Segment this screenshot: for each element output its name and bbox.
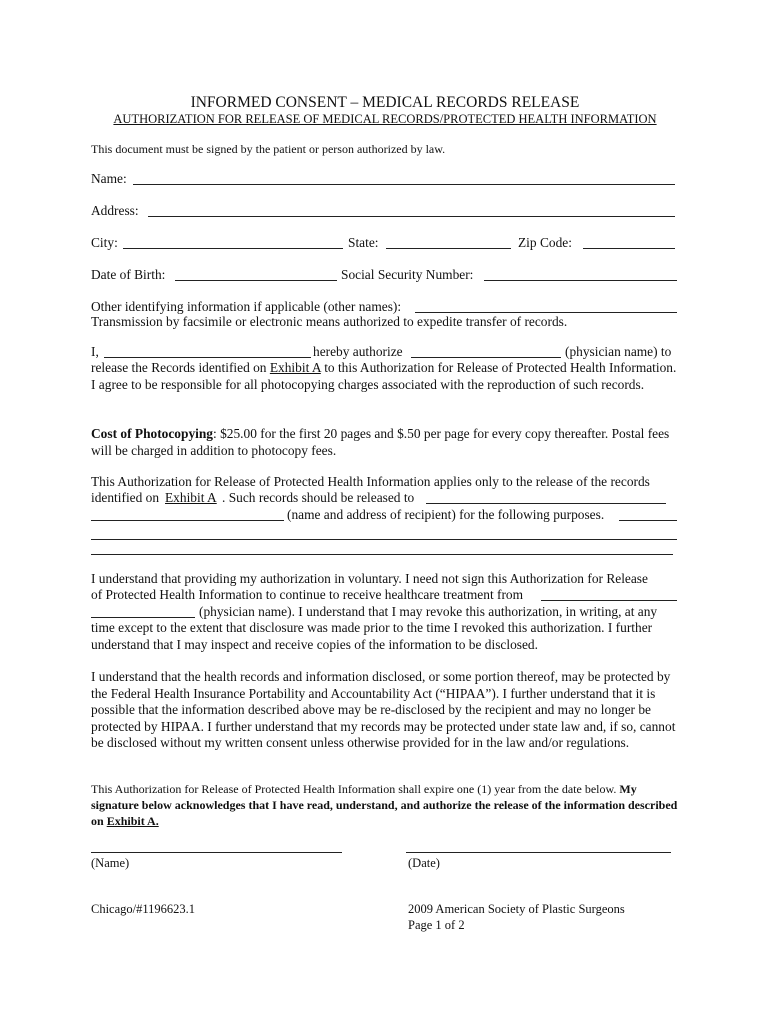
address-field[interactable] bbox=[148, 216, 675, 217]
signature-name-label: (Name) bbox=[91, 856, 130, 870]
state-field[interactable] bbox=[386, 248, 511, 249]
signature-date-label: (Date) bbox=[408, 856, 440, 870]
release-row-3 bbox=[91, 506, 681, 524]
purpose-field-3[interactable] bbox=[91, 554, 673, 555]
other-ids-label: Other identifying information if applicable (other names): bbox=[91, 299, 402, 314]
release-row-2 bbox=[91, 489, 681, 507]
expire-exhibit: Exhibit A. bbox=[106, 814, 159, 828]
intro-text: This document must be signed by the patient or person authorized by law. bbox=[91, 142, 446, 156]
footer-doc-id: Chicago/#1196623.1 bbox=[91, 902, 196, 916]
treating-physician-field-2[interactable] bbox=[91, 617, 195, 618]
expire-bold: My signature below acknowledges that I have read, understand, and authorize the release of the information described on bbox=[91, 782, 678, 828]
hipaa-paragraph: I understand that the health records and information disclosed, or some portion thereof, may be protected by the Federal Health Insurance Portability and Accountability Act (“HIPAA”). I further understand that it is possible that the information described above may be re-disclosed by the recipient and may no longer be protected by HIPAA. I further understand that my records may be protected under state law and, if so, cannot be disclosed without my written consent unless otherwise provided for in the law and/or regulations. bbox=[91, 669, 676, 750]
release-c: . Such records should be released to bbox=[222, 490, 415, 505]
release-d: (name and address of recipient) for the following purposes. bbox=[287, 507, 605, 522]
city-state-zip-row bbox=[91, 234, 681, 252]
understand1-row-b bbox=[91, 586, 681, 604]
authorize-rest: Information. I agree to be responsible for all photocopying charges associated with the reproduction of such records. bbox=[91, 360, 677, 392]
signature-name-field[interactable] bbox=[91, 852, 342, 853]
name-row bbox=[91, 170, 681, 188]
cost-text: : $25.00 for the first 20 pages and $.50 per page for every copy thereafter. Postal fees will be charged in addition to photocopy fees. bbox=[91, 426, 670, 458]
understand1-line-a: I understand that providing my authorization in voluntary. I need not sign this Authorization for Release bbox=[91, 571, 648, 586]
authorize-paragraph bbox=[91, 360, 681, 393]
signature-date-field[interactable] bbox=[406, 852, 671, 853]
purpose-field-2[interactable] bbox=[91, 539, 677, 540]
authorize-line2-b: to this Authorization for Release of Protected Health bbox=[324, 360, 606, 375]
state-label: State: bbox=[348, 235, 379, 250]
understand1-b: of Protected Health Information to continue to receive healthcare treatment from bbox=[91, 587, 524, 602]
understand1-c: (physician name). I understand that I may revoke this authorization, in writing, at any bbox=[199, 604, 658, 619]
purpose-field-1[interactable] bbox=[619, 520, 677, 521]
city-label: City: bbox=[91, 235, 118, 250]
ssn-field[interactable] bbox=[484, 280, 677, 281]
authorize-hereby: hereby authorize bbox=[313, 344, 403, 359]
name-label: Name: bbox=[91, 171, 127, 186]
authorize-row bbox=[91, 343, 681, 361]
zip-label: Zip Code: bbox=[518, 235, 572, 250]
expire-plain: This Authorization for Release of Protected Health Information shall expire one (1) year from the date below. bbox=[91, 782, 617, 796]
dob-label: Date of Birth: bbox=[91, 267, 166, 282]
ssn-label: Social Security Number: bbox=[341, 267, 474, 282]
cost-label: Cost of Photocopying bbox=[91, 426, 214, 441]
release-line-1: This Authorization for Release of Protected Health Information applies only to the release of the records bbox=[91, 474, 650, 489]
release-exhibit: Exhibit A bbox=[165, 490, 217, 505]
dob-ssn-row bbox=[91, 266, 681, 284]
footer-page-number: Page 1 of 2 bbox=[408, 918, 465, 932]
treating-physician-field-1[interactable] bbox=[541, 600, 677, 601]
expire-paragraph bbox=[91, 781, 681, 829]
understand1-d: time except to the extent that disclosure was made prior to the time I revoked this authorization. I further understand that I may inspect and receive copies of the information to be disclosed. bbox=[91, 620, 653, 652]
address-row bbox=[91, 202, 681, 220]
understand1-row-c bbox=[91, 603, 681, 621]
authorize-physician-to: (physician name) to bbox=[565, 344, 672, 359]
dob-field[interactable] bbox=[175, 280, 337, 281]
recipient-field[interactable] bbox=[426, 503, 666, 504]
address-label: Address: bbox=[91, 203, 139, 218]
authorize-i: I, bbox=[91, 344, 99, 359]
zip-field[interactable] bbox=[583, 248, 675, 249]
transmission-text: Transmission by facsimile or electronic means authorized to expedite transfer of records. bbox=[91, 314, 568, 329]
release-b: identified on bbox=[91, 490, 160, 505]
patient-name-field[interactable] bbox=[104, 357, 311, 358]
authorize-line2-a: release the Records identified on bbox=[91, 360, 267, 375]
footer-copyright: 2009 American Society of Plastic Surgeons bbox=[408, 902, 625, 916]
page-subtitle: AUTHORIZATION FOR RELEASE OF MEDICAL RECORDS/PROTECTED HEALTH INFORMATION bbox=[113, 112, 657, 126]
other-ids-field[interactable] bbox=[415, 312, 677, 313]
city-field[interactable] bbox=[123, 248, 343, 249]
recipient-address-field[interactable] bbox=[91, 520, 284, 521]
physician-name-field[interactable] bbox=[411, 357, 561, 358]
name-field[interactable] bbox=[133, 184, 675, 185]
exhibit-a-link: Exhibit A bbox=[269, 360, 321, 375]
cost-paragraph bbox=[91, 426, 681, 459]
page-title: INFORMED CONSENT – MEDICAL RECORDS RELEASE bbox=[190, 94, 580, 111]
